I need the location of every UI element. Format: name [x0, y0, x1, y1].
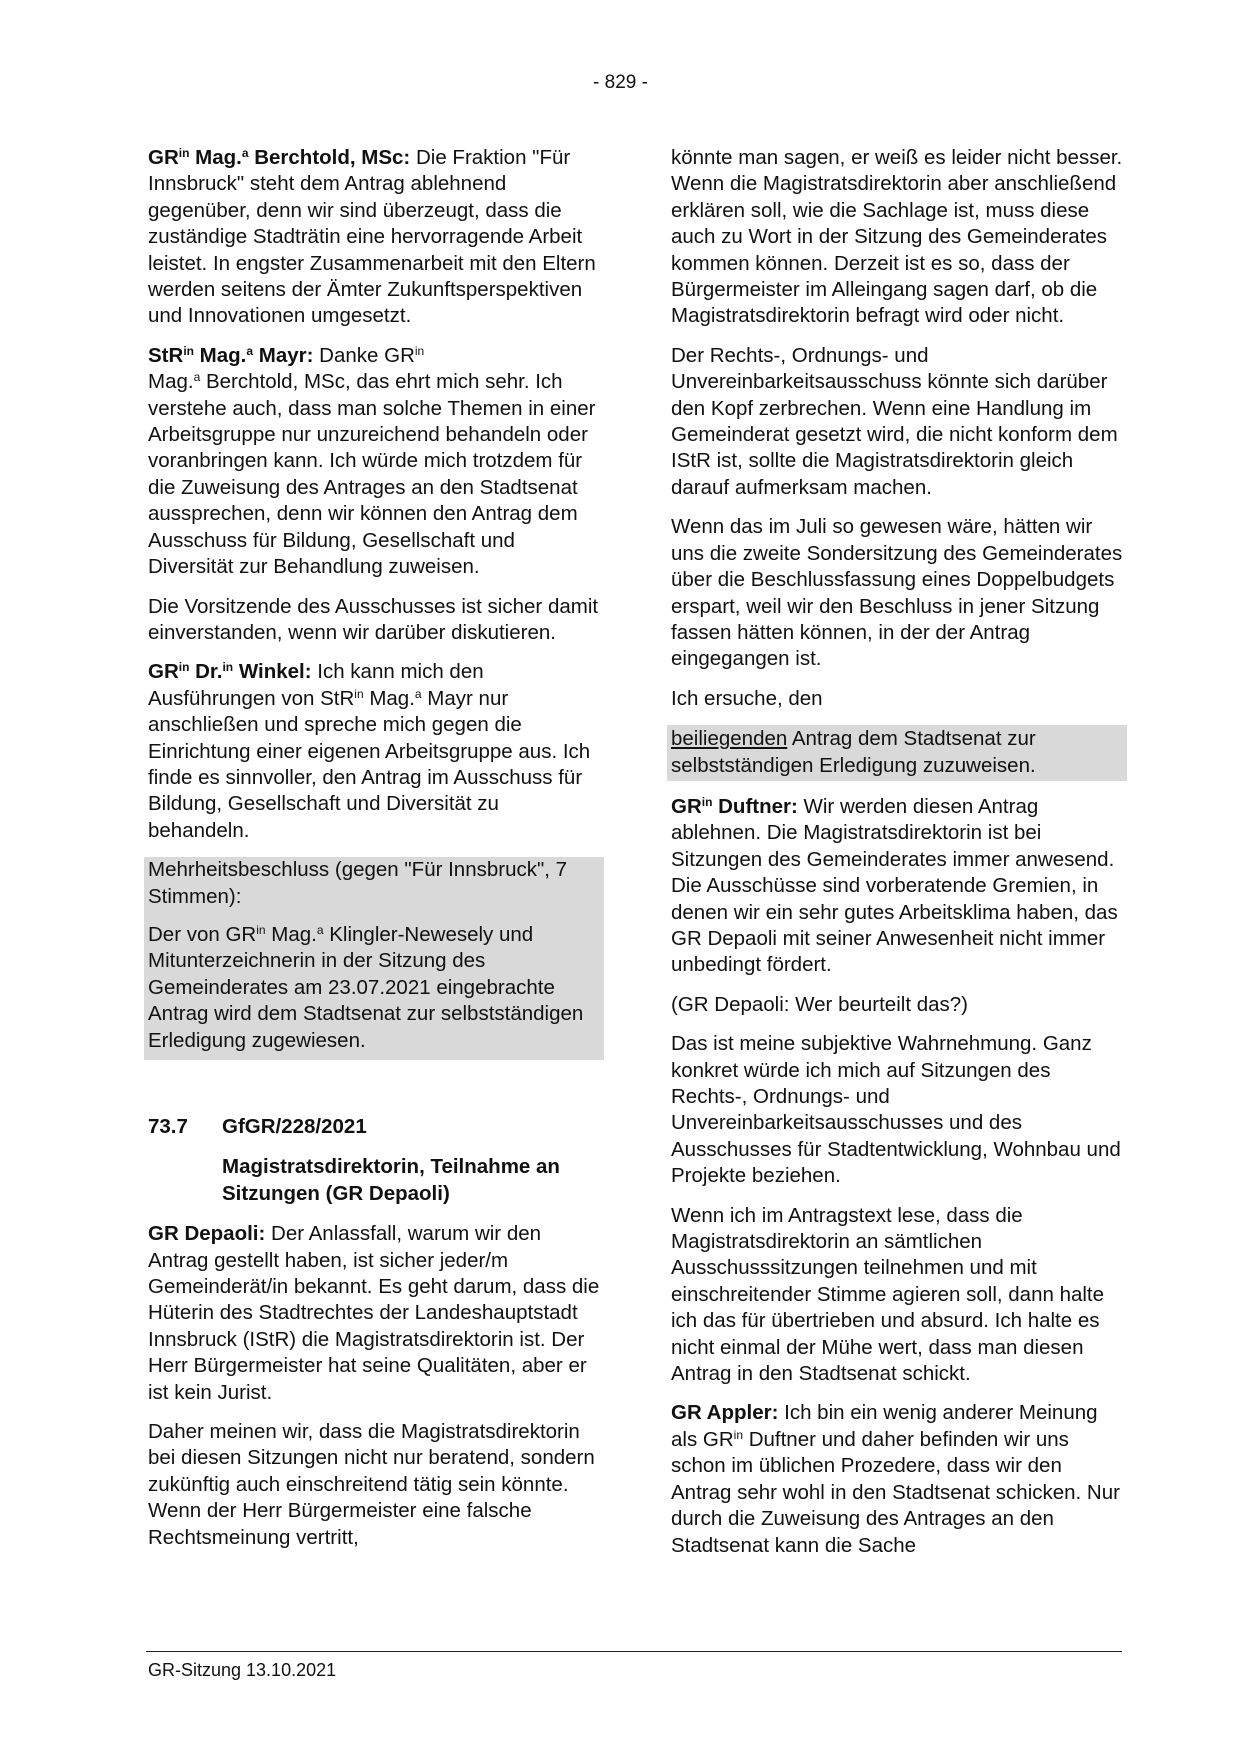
footer-session-date: GR-Sitzung 13.10.2021	[148, 1660, 337, 1680]
paragraph-continuation: könnte man sagen, er weiß es leider nicht besser. Wenn die Magistratsdirektorin aber anschließend erklären soll, wie die Sachlage ist, muss diese auch zu Wort in der Sitzung des Gemeinderates kommen können. Derzeit ist es so, dass der Bürgermeister im Alleingang sagen darf, ob die Magistratsdirektorin befragt wird oder nicht.	[671, 146, 1123, 328]
speaker-name: StR$^{in}$ Mag.$^a$ Mayr:	[148, 343, 314, 367]
section-number: 73.7	[148, 1115, 188, 1138]
paragraph-berchtold: $GR^{in}$ Mag.$^a$ Berchtold, MSc: Die Fraktion "Für Innsbruck" steht dem Antrag ablehnend gegenüber, denn wir sind überzeugt, dass die zuständige Stadträtin eine hervorragende Arbeit leistet. In engster Zusammenarbeit mit den Eltern werden seitens der Ämter Zukunftsperspektiven und Innovationen umgesetzt.	[148, 146, 596, 328]
paragraph-wahrnehmung: Das ist meine subjektive Wahrnehmung. Ganz konkret würde ich mich auf Sitzungen des Rechts-, Ordnungs- und Unvereinbarkeitsausschusses und des Ausschusses für Stadtentwicklung, Wohnbau und Projekte beziehen.	[671, 1032, 1121, 1188]
decision-result: Mehrheitsbeschluss (gegen "Für Innsbruck", 7 Stimmen):	[148, 858, 568, 908]
speaker-name: $GR^{in}$ Dr.$^{in}$ Winkel:	[148, 660, 312, 684]
left-column	[148, 145, 600, 1564]
speaker-name: GR Depaoli:	[148, 1222, 266, 1246]
right-column	[671, 145, 1123, 1572]
footer-divider	[146, 1651, 1122, 1652]
paragraph-juli: Wenn das im Juli so gewesen wäre, hätten wir uns die zweite Sondersitzung des Gemeinderates über die Beschlussfassung eines Doppelbudgets erspart, weil wir den Beschluss in jener Sitzung fassen hätten können, in der der Antrag eingegangen ist.	[671, 515, 1123, 671]
paragraph-antragstext: Wenn ich im Antragstext lese, dass die Magistratsdirektorin an sämtlichen Ausschusssitzungen teilnehmen und mit einschreitender Stimme agieren soll, dann halte ich das für übertrieben und absurd. Ich halte es nicht einmal der Mühe wert, dass man diesen Antrag in den Stadtsenat schickt.	[671, 1203, 1105, 1386]
paragraph-mayr: StR$^{in}$ Mag.$^a$ Mayr: Danke $GR^{in}$ Mag.$^a$ Berchtold, MSc, das ehrt mich sehr. Ich verstehe auch, dass man solche Themen in einer Arbeitsgruppe nur unzureichend behandeln oder voranbringen kann. Ich würde mich trotzdem für die Zuweisung des Antrages an den Stadtsenat aussprechen, denn wir können den Antrag dem Ausschuss für Bildung, Gesellschaft und Diversität zur Behandlung zuweisen.	[148, 343, 596, 579]
paragraph-rechtsausschuss: Der Rechts-, Ordnungs- und Unvereinbarkeitsausschuss könnte sich darüber den Kopf zerbrechen. Wenn eine Handlung im Gemeinderat gesetzt wird, die nicht konform dem IStR ist, sollte die Magistratsdirektorin gleich darauf aufmerksam machen.	[671, 343, 1118, 499]
paragraph-ersuche: Ich ersuche, den	[671, 686, 823, 710]
request-text: beiliegenden Antrag dem Stadtsenat zur selbstständigen Erledigung zuzuweisen.	[667, 725, 1127, 781]
section-code: GfGR/228/2021	[222, 1115, 367, 1138]
speaker-name: GR Appler:	[671, 1401, 779, 1425]
page-number: - 829 -	[593, 72, 648, 93]
section-title: Magistratsdirektorin, Teilnahme an Sitzungen (GR Depaoli)	[222, 1155, 560, 1205]
decision-block	[144, 857, 604, 1060]
decision-text: Der von $GR^{in}$ Mag.$^a$ Klingler-Newesely und Mitunterzeichnerin in der Sitzung des Gemeinderates am 23.07.2021 eingebrachte Antrag wird dem Stadtsenat zur selbstständigen Erledigung zugewiesen.	[148, 922, 584, 1052]
paragraph-vorsitzende: Die Vorsitzende des Ausschusses ist sicher damit einverstanden, wenn wir darüber diskutieren.	[148, 594, 599, 644]
paragraph-interjection: (GR Depaoli: Wer beurteilt das?)	[671, 992, 968, 1016]
paragraph-appler: GR Appler: Ich bin ein wenig anderer Meinung als $GR^{in}$ Duftner und daher befinden wir uns schon im üblichen Prozedere, dass wir den Antrag sehr wohl in den Stadtsenat schicken. Nur durch die Zuweisung des Antrages an den Stadtsenat kann die Sache	[671, 1401, 1120, 1557]
paragraph-duftner: $GR^{in}$ Duftner: Wir werden diesen Antrag ablehnen. Die Magistratsdirektorin ist bei Sitzungen des Gemeinderates immer anwesend. Die Ausschüsse sind vorberatende Gremien, in denen wir ein sehr gutes Arbeitsklima haben, das GR Depaoli mit seiner Anwesenheit nicht immer unbedingt fördert.	[671, 794, 1118, 977]
paragraph-depaoli: GR Depaoli: Der Anlassfall, warum wir den Antrag gestellt haben, ist sicher jeder/m Gemeinderät/in bekannt. Es geht darum, dass die Hüterin des Stadtrechtes der Landeshauptstadt Innsbruck (IStR) die Magistratsdirektorin ist. Der Herr Bürgermeister hat seine Qualitäten, aber er ist kein Jurist.	[148, 1222, 600, 1404]
paragraph-daher: Daher meinen wir, dass die Magistratsdirektorin bei diesen Sitzungen nicht nur beratend, sondern zukünftig auch einschreitend tätig sein könnte. Wenn der Herr Bürgermeister eine falsche Rechtsmeinung vertritt,	[148, 1420, 595, 1549]
speaker-name: $GR^{in}$ Mag.$^a$ Berchtold, MSc:	[148, 146, 411, 169]
speaker-name: $GR^{in}$ Duftner:	[671, 794, 798, 818]
paragraph-winkel: $GR^{in}$ Dr.$^{in}$ Winkel: Ich kann mich den Ausführungen von StR$^{in}$ Mag.$^a$ Mayr nur anschließen und spreche mich gegen die Einrichtung einer eigenen Arbeitsgruppe aus. Ich finde es sinnvoller, den Antrag im Ausschuss für Bildung, Gesellschaft und Diversität zu behandeln.	[148, 660, 591, 842]
section-heading	[148, 1114, 600, 1140]
